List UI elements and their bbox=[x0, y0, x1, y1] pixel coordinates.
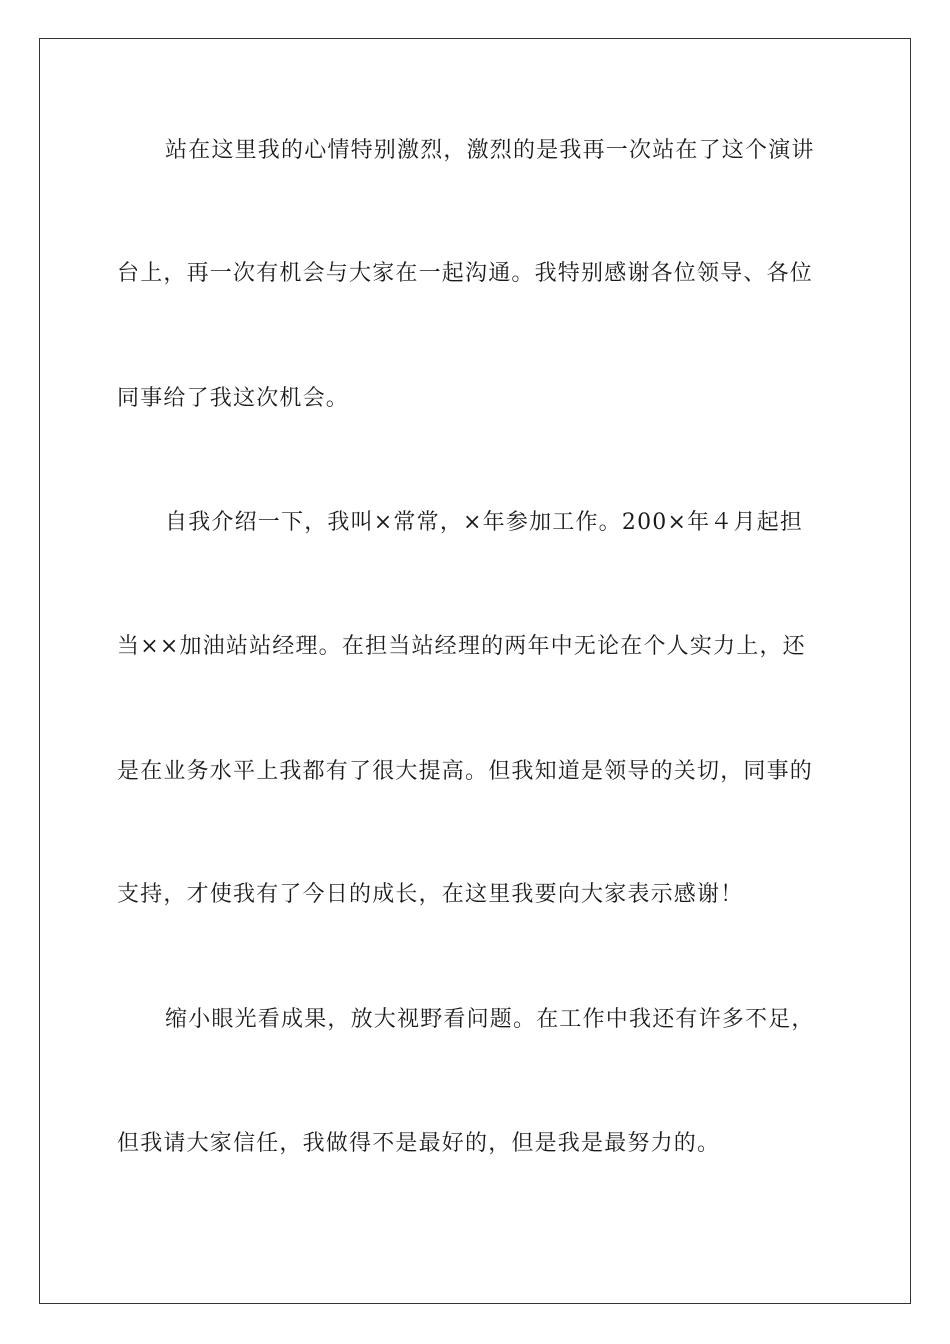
paragraph-3-line-2: 但我请大家信任，我做得不是最好的，但是我是最努力的。 bbox=[117, 1131, 721, 1156]
paragraph-2-line-4: 支持，才使我有了今日的成长，在这里我要向大家表示感谢！ bbox=[117, 882, 744, 907]
paragraph-1-line-1: 站在这里我的心情特别激烈，激烈的是我再一次站在了这个演讲 bbox=[165, 138, 815, 163]
page-border bbox=[39, 38, 911, 1304]
paragraph-2-line-3: 是在业务水平上我都有了很大提高。但我知道是领导的关切，同事的 bbox=[117, 759, 814, 784]
paragraph-1-line-2: 台上，再一次有机会与大家在一起沟通。我特别感谢各位领导、各位 bbox=[117, 261, 814, 286]
paragraph-2-line-1: 自我介绍一下，我叫×常常，×年参加工作。200×年４月起担 bbox=[165, 510, 804, 535]
paragraph-1-line-3: 同事给了我这次机会。 bbox=[117, 386, 350, 411]
paragraph-3-line-1: 缩小眼光看成果，放大视野看问题。在工作中我还有许多不足， bbox=[165, 1007, 815, 1032]
paragraph-2-line-2: 当××加油站站经理。在担当站经理的两年中无论在个人实力上，还 bbox=[117, 634, 806, 659]
